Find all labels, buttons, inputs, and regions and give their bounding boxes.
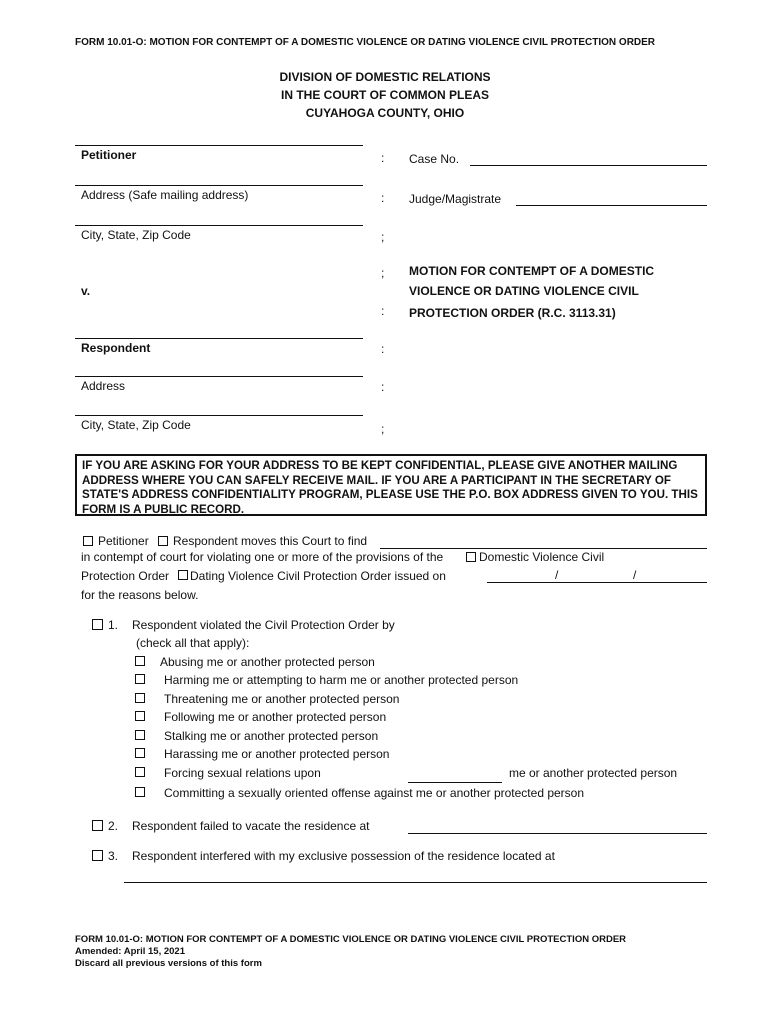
- residence-address-field[interactable]: [408, 833, 707, 834]
- dv-order-label: Domestic Violence Civil: [479, 550, 605, 564]
- respondent-name-field[interactable]: [380, 548, 707, 549]
- item1-text: Respondent violated the Civil Protection Order by: [132, 618, 395, 632]
- dating-order-checkbox[interactable]: [178, 570, 188, 580]
- abusing-checkbox[interactable]: [135, 656, 145, 666]
- respondent-moves-text: Respondent moves this Court to find: [173, 534, 368, 548]
- motion-title-line2: VIOLENCE OR DATING VIOLENCE CIVIL: [409, 284, 639, 298]
- date-slash: /: [633, 568, 637, 582]
- forcing-name-field[interactable]: [408, 782, 502, 783]
- respondent-city-label: City, State, Zip Code: [81, 418, 191, 432]
- stalking-checkbox[interactable]: [135, 730, 145, 740]
- footer-discard-note: Discard all previous versions of this form: [75, 958, 262, 969]
- stalking-label: Stalking me or another protected person: [164, 729, 379, 743]
- item1-subtext: (check all that apply):: [136, 636, 250, 650]
- respondent-city-line[interactable]: [75, 415, 363, 416]
- possession-address-field[interactable]: [124, 882, 707, 883]
- forcing-checkbox[interactable]: [135, 767, 145, 777]
- item3-number: 3.: [108, 849, 119, 863]
- petitioner-city-label: City, State, Zip Code: [81, 228, 191, 242]
- court-name: IN THE COURT OF COMMON PLEAS: [281, 88, 489, 102]
- motion-title-line3: PROTECTION ORDER (R.C. 3113.31): [409, 306, 616, 320]
- versus-label: v.: [81, 284, 91, 298]
- item1-checkbox[interactable]: [92, 619, 103, 630]
- following-label: Following me or another protected person: [164, 710, 387, 724]
- respondent-label: Respondent: [81, 341, 151, 355]
- sexual-offense-label: Committing a sexually oriented offense against me or another protected person: [164, 786, 585, 800]
- separator-colon: :: [381, 304, 385, 318]
- petitioner-option-label: Petitioner: [98, 534, 149, 548]
- petitioner-name-line[interactable]: [75, 145, 363, 146]
- case-number-label: Case No.: [409, 152, 460, 166]
- petitioner-address-line[interactable]: [75, 185, 363, 186]
- petitioner-address-label: Address (Safe mailing address): [81, 188, 249, 202]
- harming-label: Harming me or attempting to harm me or another protected person: [164, 673, 519, 687]
- footer-amended: Amended: April 15, 2021: [75, 946, 185, 957]
- order-date-field[interactable]: [487, 582, 707, 583]
- item3-text: Respondent interfered with my exclusive possession of the residence located at: [132, 849, 555, 863]
- respondent-address-line[interactable]: [75, 376, 363, 377]
- item2-number: 2.: [108, 819, 119, 833]
- separator-colon: :: [381, 151, 385, 165]
- date-slash: /: [555, 568, 559, 582]
- judge-field[interactable]: [516, 205, 707, 206]
- item2-text: Respondent failed to vacate the residence at: [132, 819, 370, 833]
- respondent-checkbox[interactable]: [158, 536, 168, 546]
- petitioner-city-line[interactable]: [75, 225, 363, 226]
- court-division: DIVISION OF DOMESTIC RELATIONS: [279, 70, 491, 84]
- harassing-label: Harassing me or another protected person: [164, 747, 390, 761]
- abusing-label: Abusing me or another protected person: [160, 655, 375, 669]
- harassing-checkbox[interactable]: [135, 748, 145, 758]
- separator-semicolon: ;: [381, 266, 385, 280]
- reasons-text: for the reasons below.: [81, 588, 199, 602]
- separator-semicolon: ;: [381, 230, 385, 244]
- form-header: FORM 10.01-O: MOTION FOR CONTEMPT OF A DOMESTIC VIOLENCE OR DATING VIOLENCE CIVIL PROTECTION ORDER: [75, 37, 656, 48]
- respondent-address-label: Address: [81, 379, 126, 393]
- judge-label: Judge/Magistrate: [409, 192, 502, 206]
- threatening-checkbox[interactable]: [135, 693, 145, 703]
- harming-checkbox[interactable]: [135, 674, 145, 684]
- separator-colon: :: [381, 380, 385, 394]
- item2-checkbox[interactable]: [92, 820, 103, 831]
- following-checkbox[interactable]: [135, 711, 145, 721]
- confidentiality-notice: IF YOU ARE ASKING FOR YOUR ADDRESS TO BE KEPT CONFIDENTIAL, PLEASE GIVE ANOTHER MAILING ADDRESS WHERE YOU CAN SAFELY RECEIVE MAIL. IF YOU ARE A PARTICIPANT IN THE SECRETARY OF STATE'S ADDRESS CONFIDENTIALITY PROGRAM, PLEASE USE THE P.O. BOX ADDRESS GIVEN TO YOU. THIS FORM IS A PUBLIC RECORD.: [75, 454, 707, 516]
- threatening-label: Threatening me or another protected person: [164, 692, 400, 706]
- dating-order-label: Dating Violence Civil Protection Order issued on: [190, 569, 446, 583]
- sexual-offense-checkbox[interactable]: [135, 787, 145, 797]
- dv-order-checkbox[interactable]: [466, 552, 476, 562]
- petitioner-label: Petitioner: [81, 148, 137, 162]
- forcing-label: Forcing sexual relations upon: [164, 766, 321, 780]
- contempt-text: in contempt of court for violating one or more of the provisions of the: [81, 550, 444, 564]
- item1-number: 1.: [108, 618, 119, 632]
- separator-semicolon: ;: [381, 422, 385, 436]
- item3-checkbox[interactable]: [92, 850, 103, 861]
- protection-order-label: Protection Order: [81, 569, 170, 583]
- petitioner-checkbox[interactable]: [83, 536, 93, 546]
- separator-colon: :: [381, 342, 385, 356]
- court-county: CUYAHOGA COUNTY, OHIO: [305, 106, 465, 120]
- motion-title-line1: MOTION FOR CONTEMPT OF A DOMESTIC: [409, 264, 655, 278]
- footer-form-title: FORM 10.01-O: MOTION FOR CONTEMPT OF A DOMESTIC VIOLENCE OR DATING VIOLENCE CIVIL PROTECTION ORDER: [75, 934, 627, 945]
- case-number-field[interactable]: [470, 165, 707, 166]
- respondent-name-line[interactable]: [75, 338, 363, 339]
- separator-colon: :: [381, 191, 385, 205]
- forcing-suffix: me or another protected person: [509, 766, 678, 780]
